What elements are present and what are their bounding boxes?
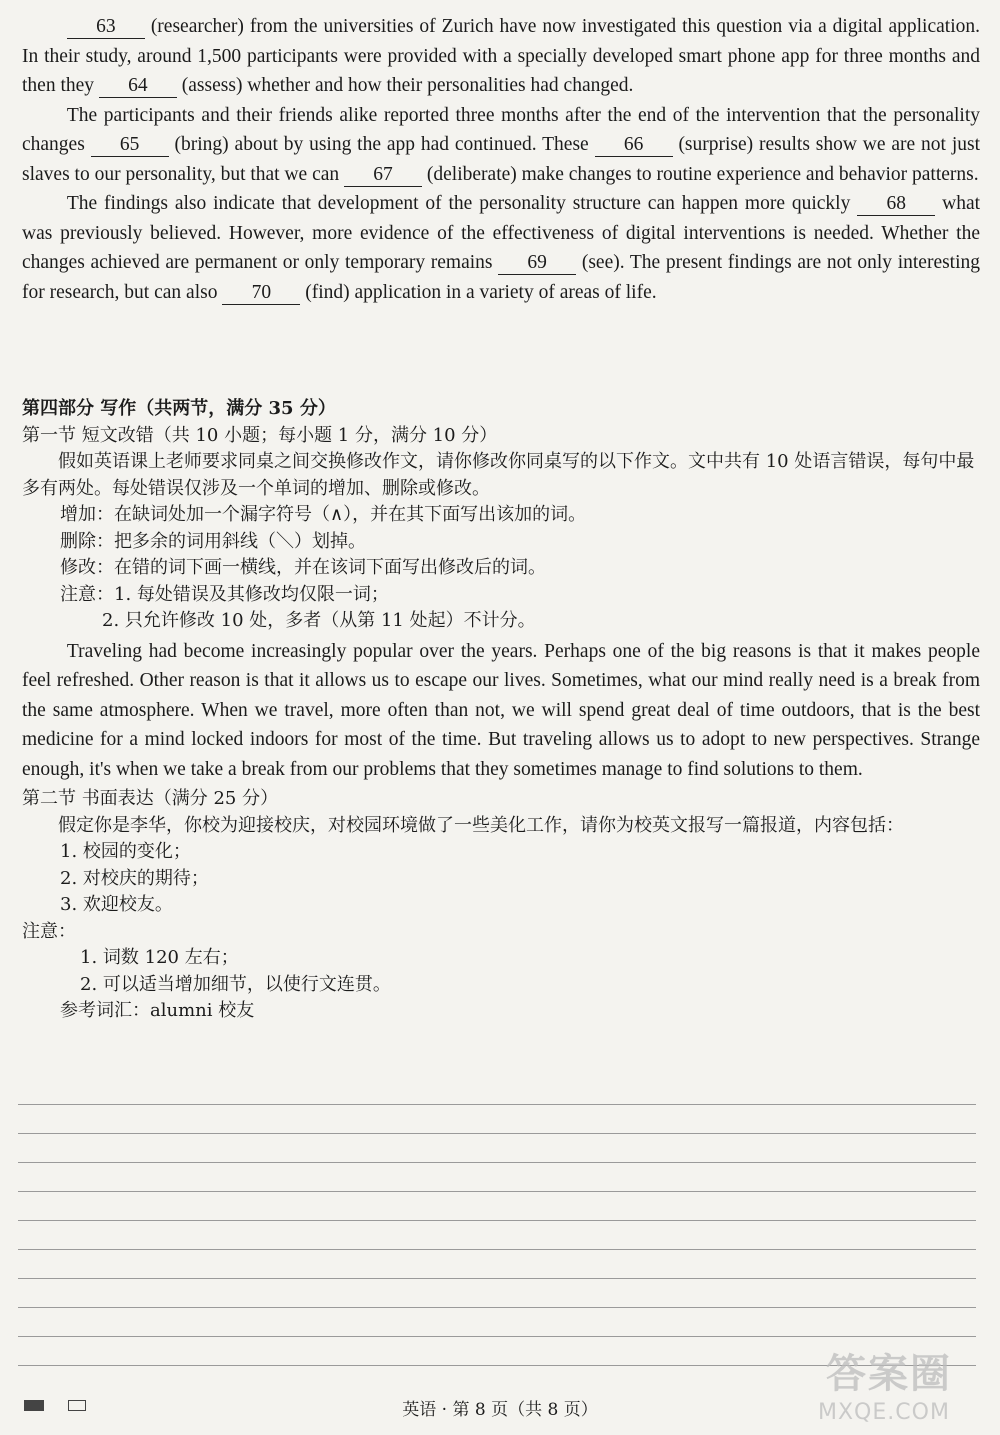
- note-1: 注意：1. 每处错误及其修改均仅限一词；: [60, 583, 389, 605]
- paragraph-text: (see). The present findings are not only interesting for research, but can also: [22, 252, 981, 303]
- rule-add: 增加：在缺词处加一个漏字符号（∧），并在其下面写出该加的词。: [60, 504, 587, 525]
- writing-note-2: 2. 可以适当增加细节，以使行文连贯。: [80, 973, 391, 995]
- rule-delete: 删除：把多余的词用斜线（＼）划掉。: [60, 530, 366, 552]
- passage-paragraph-3: [22, 189, 980, 307]
- paragraph-text: (surprise) results show we are not just slaves to our personality, but that we can: [22, 134, 981, 185]
- content-item-2: 2. 对校庆的期待；: [60, 867, 209, 889]
- writing-line[interactable]: [18, 1191, 976, 1192]
- writing-line[interactable]: [18, 1162, 976, 1163]
- paragraph-text: what was previously believed. However, more evidence of the effectiveness of digital interventions is needed. Whether the changes achieved are permanent or only temporary remains: [22, 193, 981, 273]
- rule-modify: 修改：在错的词下画一横线，并在该词下面写出修改后的词。: [60, 557, 546, 578]
- writing-line[interactable]: [18, 1336, 976, 1337]
- writing-note-1: 1. 词数 120 左右；: [80, 947, 239, 968]
- watermark-text: 答案圈: [826, 1351, 952, 1397]
- paragraph-text: The findings also indicate that development of the personality structure can happen more quickly: [66, 193, 851, 214]
- reference-vocabulary: 参考词汇：alumni 校友: [60, 1000, 255, 1021]
- content-item-3: 3. 欢迎校友。: [60, 894, 173, 915]
- answer-blank-68[interactable]: 68: [857, 193, 935, 216]
- page-number: 英语 · 第 8 页（共 8 页）: [402, 1400, 598, 1420]
- section1-instructions: 假如英语课上老师要求同桌之间交换修改作文，请你修改你同桌写的以下作文。文中共有 10 处语言错误，每句中最多有两处。每处错误仅涉及一个单词的增加、删除或修改。: [22, 451, 975, 499]
- writing-line[interactable]: [18, 1104, 976, 1105]
- passage-paragraph-1: [22, 12, 980, 101]
- answer-blank-63[interactable]: 63: [67, 16, 145, 39]
- content-item-1: 1. 校园的变化；: [60, 841, 191, 862]
- answer-blank-70[interactable]: 70: [222, 282, 300, 305]
- passage-paragraph-2: [22, 101, 980, 190]
- watermark-site: MXQE.COM: [818, 1400, 950, 1425]
- writing-section: [22, 396, 980, 1025]
- reading-passage: [22, 12, 980, 307]
- note-2: 2. 只允许修改 10 处，多者（从第 11 处起）不计分。: [102, 610, 536, 631]
- paragraph-text: (bring) about by using the app had continued. These: [174, 134, 589, 155]
- part4-title: 第四部分 写作（共两节，满分 35 分）: [22, 398, 336, 419]
- paragraph-text: (find) application in a variety of areas of life.: [305, 281, 657, 303]
- section1-title: 第一节 短文改错（共 10 小题；每小题 1 分，满分 10 分）: [22, 424, 498, 446]
- writing-line[interactable]: [18, 1220, 976, 1221]
- answer-blank-64[interactable]: 64: [99, 75, 177, 98]
- watermark-logo: [818, 1340, 978, 1430]
- paragraph-text: (deliberate) make changes to routine experience and behavior patterns.: [426, 163, 979, 185]
- paragraph-text: The participants and their friends alike reported three months after the end of the intervention that the personality changes: [22, 104, 980, 155]
- paragraph-text: (assess) whether and how their personalities had changed.: [181, 75, 634, 96]
- paragraph-text: (researcher) from the universities of Zurich have now investigated this question via a digital application. In their study, around 1,500 participants were provided with a specially developed smart phone app for three months and then they: [22, 16, 980, 96]
- answer-blank-69[interactable]: 69: [498, 252, 576, 275]
- answer-blank-65[interactable]: 65: [91, 134, 169, 157]
- error-correction-essay: Traveling had become increasingly popular over the years. Perhaps one of the big reasons is that it makes people feel refreshed. Other reason is that it allows us to escape our lives. Sometimes, what our mind really need is a break from the same atmosphere. When we travel, more often than not, we will spend great deal of time outdoors, that is the best medicine for a mind locked indoors for most of the time. But traveling allows us to adopt to new perspectives. Strange enough, it's when we take a break from our problems that they sometimes manage to find solutions to them.: [22, 640, 980, 780]
- writing-line[interactable]: [18, 1307, 976, 1308]
- writing-line[interactable]: [18, 1133, 976, 1134]
- writing-line[interactable]: [18, 1249, 976, 1250]
- answer-blank-67[interactable]: 67: [344, 164, 422, 187]
- notes-title: 注意：: [22, 920, 76, 942]
- section2-title: 第二节 书面表达（满分 25 分）: [22, 788, 279, 809]
- writing-line[interactable]: [18, 1278, 976, 1279]
- section2-instructions: 假定你是李华，你校为迎接校庆，对校园环境做了一些美化工作，请你为校英文报写一篇报道，内容包括：: [58, 814, 904, 836]
- answer-blank-66[interactable]: 66: [595, 134, 673, 157]
